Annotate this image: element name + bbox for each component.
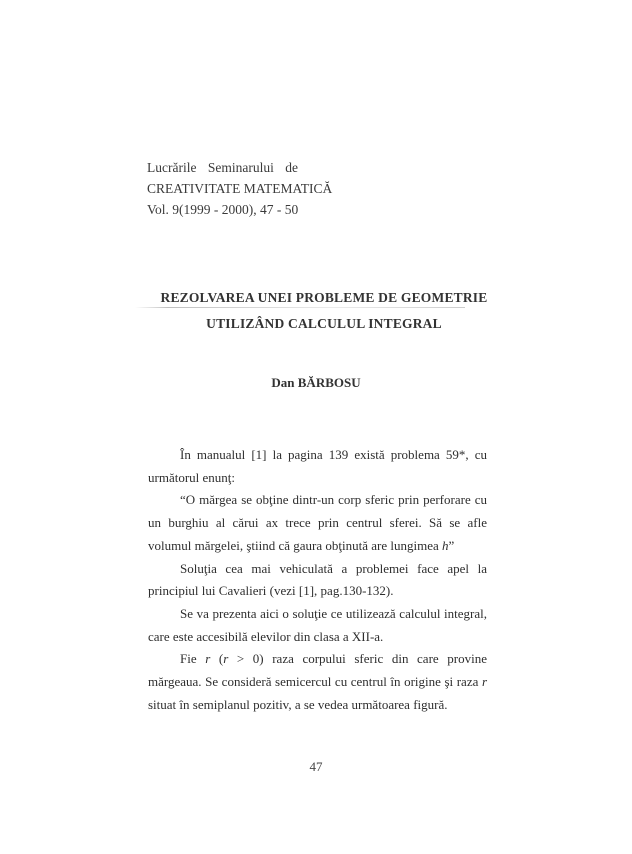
article-body [148,444,487,716]
article-title-line-1: REZOLVAREA UNEI PROBLEME DE GEOMETRIE [160,290,488,305]
article-title-line-2: UTILIZÂND CALCULUL INTEGRAL [206,316,442,331]
paragraph-2-text: “O mărgea se obţine dintr-un corp sferic prin perforare cu un burghiu al cărui ax trece prin centrul sferei. Să se afle volumul mărgelei, ştiind că gaura obţinută are lungimea [148,492,487,553]
title-rule [135,307,465,308]
paragraph-5 [148,648,487,716]
paragraph-5-text: > 0) raza corpului sferic din care provine mărgeaua. Se consideră semicercul cu centrul în origine şi raza [148,651,487,690]
author-name: Dan BĂRBOSU [271,375,361,390]
paragraph-5-text: situat în semiplanul pozitiv, a se vedea următoarea figură. [148,696,448,712]
journal-series-word: Lucrările [147,160,197,175]
variable-h: h [441,537,449,553]
journal-series [147,157,332,178]
variable-r: r [223,651,229,667]
paragraph-5-text: Fie [180,651,206,667]
closing-quote: ” [448,537,455,553]
journal-series-word: de [285,160,298,175]
journal-series-word: Seminarului [207,160,274,175]
paragraph-1: În manualul [1] la pagina 139 există problema 59*, cu următorul enunţ: [148,447,487,485]
paragraph-5-text: ( [210,651,224,667]
paragraph-4: Se va prezenta aici o soluţie ce utilizează calculul integral, care este accesibilă elevilor din clasa a XII-a. [148,605,487,644]
page-number: 47 [309,759,323,774]
journal-volume: Vol. 9(1999 - 2000), 47 - 50 [147,202,299,217]
journal-header [147,157,332,220]
variable-r: r [205,651,211,667]
variable-r: r [481,674,487,690]
journal-name: CREATIVITATE MATEMATICĂ [147,181,333,196]
paragraph-3: Soluţia cea mai vehiculată a problemei face apel la principiul lui Cavalieri (vezi [1], pag.130-132). [148,560,487,599]
paragraph-2 [148,489,487,557]
